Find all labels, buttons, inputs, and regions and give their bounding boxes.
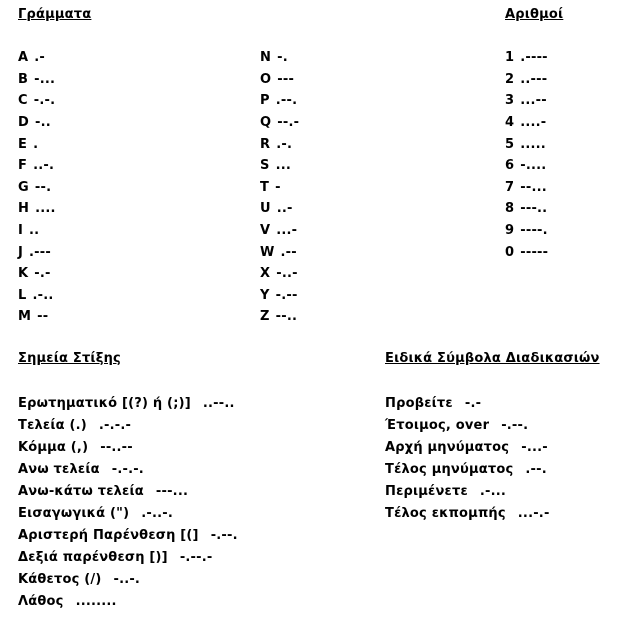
morse-row-code: ..-. xyxy=(33,158,55,174)
morse-row-code: --.. xyxy=(275,309,298,325)
morse-row-label: U xyxy=(260,201,271,217)
morse-row-label: E xyxy=(18,136,28,152)
morse-row-code: -.-. xyxy=(33,93,56,109)
punctuation-column xyxy=(18,392,238,612)
morse-row xyxy=(385,414,550,436)
morse-row-label: O xyxy=(260,71,272,87)
morse-row-code: .- xyxy=(34,50,45,66)
morse-row xyxy=(18,480,238,502)
morse-row-code: -...- xyxy=(521,439,548,455)
morse-row-label: Ανω τελεία xyxy=(18,461,100,477)
morse-row xyxy=(18,90,56,112)
morse-row-label: 0 xyxy=(505,244,515,260)
morse-row-code: ..--.. xyxy=(202,395,235,411)
morse-row-label: 6 xyxy=(505,158,515,174)
morse-row-code: .-.. xyxy=(32,287,54,303)
morse-row-code: ----. xyxy=(520,223,548,239)
morse-row-code: --- xyxy=(277,71,295,87)
morse-row-label: F xyxy=(18,158,28,174)
morse-row-label: Y xyxy=(260,287,270,303)
morse-row-label: Αρχή μηνύματος xyxy=(385,439,510,455)
morse-row-label: Τελεία (.) xyxy=(18,417,87,433)
morse-row-label: L xyxy=(18,287,27,303)
morse-row-label: C xyxy=(18,93,28,109)
morse-row xyxy=(260,198,299,220)
morse-row-code: - xyxy=(275,179,281,195)
morse-row-label: H xyxy=(18,201,30,217)
morse-row-label: Τέλος εκπομπής xyxy=(385,505,506,521)
morse-row-label: B xyxy=(18,71,29,87)
morse-row-code: .---- xyxy=(520,50,548,66)
morse-row-code: .-..-. xyxy=(141,505,173,521)
morse-row xyxy=(18,198,56,220)
morse-row-code: ...-.- xyxy=(517,505,550,521)
morse-row xyxy=(18,568,238,590)
morse-row xyxy=(505,241,548,263)
morse-row xyxy=(18,546,238,568)
morse-row xyxy=(18,177,56,199)
morse-row-code: -.--. xyxy=(501,417,529,433)
morse-row-code: .. xyxy=(29,223,40,239)
morse-row-label: 8 xyxy=(505,201,515,217)
morse-row-code: -- xyxy=(37,309,49,325)
morse-row xyxy=(18,263,56,285)
morse-row-code: ...- xyxy=(276,223,298,239)
morse-row-code: -.--.- xyxy=(179,549,213,565)
morse-row-code: ...-- xyxy=(520,93,547,109)
morse-row xyxy=(260,112,299,134)
morse-row xyxy=(385,392,550,414)
numbers-section-heading: Αριθμοί xyxy=(505,7,564,22)
morse-row xyxy=(505,198,548,220)
morse-row-code: . xyxy=(33,136,39,152)
morse-row-code: ..... xyxy=(520,136,546,152)
morse-row-code: -.- xyxy=(34,266,51,282)
morse-row-code: --... xyxy=(520,179,547,195)
morse-row-label: M xyxy=(18,309,32,325)
morse-row-label: 5 xyxy=(505,136,515,152)
morse-row-code: .-- xyxy=(280,244,297,260)
morse-row xyxy=(18,69,56,91)
morse-row xyxy=(18,502,238,524)
morse-row-label: V xyxy=(260,223,271,239)
procedural-section-heading: Ειδικά Σύμβολα Διαδικασιών xyxy=(385,351,600,366)
morse-row-code: -..- xyxy=(276,266,298,282)
morse-row xyxy=(260,241,299,263)
morse-row-label: G xyxy=(18,179,29,195)
morse-row-label: Προβείτε xyxy=(385,395,453,411)
morse-row xyxy=(18,220,56,242)
morse-row-code: .--. xyxy=(525,461,547,477)
morse-row-code: ... xyxy=(275,158,291,174)
morse-row-code: -.--. xyxy=(210,527,238,543)
morse-row xyxy=(18,155,56,177)
morse-row-code: ..--- xyxy=(520,71,548,87)
morse-row xyxy=(18,47,56,69)
morse-row xyxy=(18,414,238,436)
morse-row xyxy=(18,241,56,263)
morse-row xyxy=(385,458,550,480)
morse-row-label: I xyxy=(18,223,24,239)
morse-row xyxy=(260,220,299,242)
morse-row-label: Λάθος xyxy=(18,593,64,609)
morse-row-code: -... xyxy=(34,71,56,87)
morse-row xyxy=(505,69,548,91)
morse-row-code: -.. xyxy=(35,115,51,131)
morse-row xyxy=(260,263,299,285)
morse-row xyxy=(385,480,550,502)
morse-row xyxy=(260,155,299,177)
morse-row-code: -. xyxy=(277,50,288,66)
morse-row-code: .-. xyxy=(276,136,293,152)
morse-row xyxy=(385,436,550,458)
morse-row-code: .--- xyxy=(29,244,51,260)
morse-row-code: .-.-.- xyxy=(98,417,132,433)
letters-section-heading: Γράμματα xyxy=(18,7,92,22)
morse-row xyxy=(260,285,299,307)
morse-row-label: 7 xyxy=(505,179,515,195)
punctuation-section-heading: Σημεία Στίξης xyxy=(18,351,121,366)
morse-row-code: ........ xyxy=(75,593,117,609)
morse-row-label: X xyxy=(260,266,271,282)
procedural-column xyxy=(385,392,550,524)
morse-row-code: --.- xyxy=(277,115,300,131)
morse-row-label: N xyxy=(260,50,272,66)
morse-row-label: D xyxy=(18,115,29,131)
letters-column-a-m xyxy=(18,47,56,328)
morse-row-label: Τέλος μηνύματος xyxy=(385,461,514,477)
morse-row-code: -.... xyxy=(520,158,547,174)
morse-row-code: ----- xyxy=(520,244,549,260)
morse-row-label: T xyxy=(260,179,270,195)
morse-row-label: 1 xyxy=(505,50,515,66)
morse-row-code: ..- xyxy=(276,201,293,217)
morse-row xyxy=(18,285,56,307)
morse-row-code: --..-- xyxy=(100,439,133,455)
morse-row-label: A xyxy=(18,50,29,66)
morse-row-label: W xyxy=(260,244,275,260)
morse-row xyxy=(505,112,548,134)
morse-row-label: Εισαγωγικά (") xyxy=(18,505,130,521)
numbers-column xyxy=(505,47,548,263)
morse-row xyxy=(505,47,548,69)
morse-row-label: 3 xyxy=(505,93,515,109)
morse-row-code: ....- xyxy=(520,115,547,131)
morse-row-label: 9 xyxy=(505,223,515,239)
morse-row xyxy=(18,133,56,155)
morse-row-code: .... xyxy=(35,201,56,217)
morse-row xyxy=(505,177,548,199)
morse-row-label: Q xyxy=(260,115,272,131)
morse-row xyxy=(18,112,56,134)
morse-row-label: Έτοιμος, over xyxy=(385,417,490,433)
morse-row-code: -.-- xyxy=(275,287,298,303)
morse-row-label: Δεξιά παρένθεση [)] xyxy=(18,549,168,565)
morse-row xyxy=(18,458,238,480)
morse-row-code: ---... xyxy=(155,483,189,499)
morse-row-code: .--. xyxy=(275,93,298,109)
morse-row-label: S xyxy=(260,158,270,174)
morse-row-label: K xyxy=(18,266,29,282)
morse-row-label: R xyxy=(260,136,271,152)
morse-row xyxy=(18,524,238,546)
morse-row xyxy=(18,436,238,458)
morse-row-label: Κάθετος (/) xyxy=(18,571,102,587)
morse-row xyxy=(505,155,548,177)
morse-row-code: --. xyxy=(34,179,52,195)
morse-row-code: ---.. xyxy=(520,201,548,217)
morse-row xyxy=(260,133,299,155)
morse-row-code: -.- xyxy=(464,395,482,411)
morse-row-label: J xyxy=(18,244,24,260)
morse-row xyxy=(18,590,238,612)
morse-row xyxy=(260,306,299,328)
morse-row-label: Κόμμα (,) xyxy=(18,439,89,455)
morse-row-label: Ανω-κάτω τελεία xyxy=(18,483,144,499)
morse-row-code: -..-. xyxy=(113,571,141,587)
morse-row xyxy=(260,177,299,199)
morse-row-label: Z xyxy=(260,309,270,325)
morse-row-label: 4 xyxy=(505,115,515,131)
morse-row xyxy=(260,69,299,91)
morse-row xyxy=(385,502,550,524)
morse-row xyxy=(260,90,299,112)
morse-row-label: 2 xyxy=(505,71,515,87)
morse-row-code: -.-.-. xyxy=(111,461,144,477)
morse-row xyxy=(260,47,299,69)
morse-row-label: Περιμένετε xyxy=(385,483,468,499)
morse-row xyxy=(505,220,548,242)
morse-row xyxy=(505,133,548,155)
morse-row xyxy=(18,306,56,328)
morse-row-label: Ερωτηματικό [(?) ή (;)] xyxy=(18,395,191,411)
morse-row xyxy=(18,392,238,414)
morse-row-label: Αριστερή Παρένθεση [(] xyxy=(18,527,199,543)
letters-column-n-z xyxy=(260,47,299,328)
morse-row xyxy=(505,90,548,112)
morse-row-label: P xyxy=(260,93,270,109)
morse-row-code: .-... xyxy=(479,483,507,499)
